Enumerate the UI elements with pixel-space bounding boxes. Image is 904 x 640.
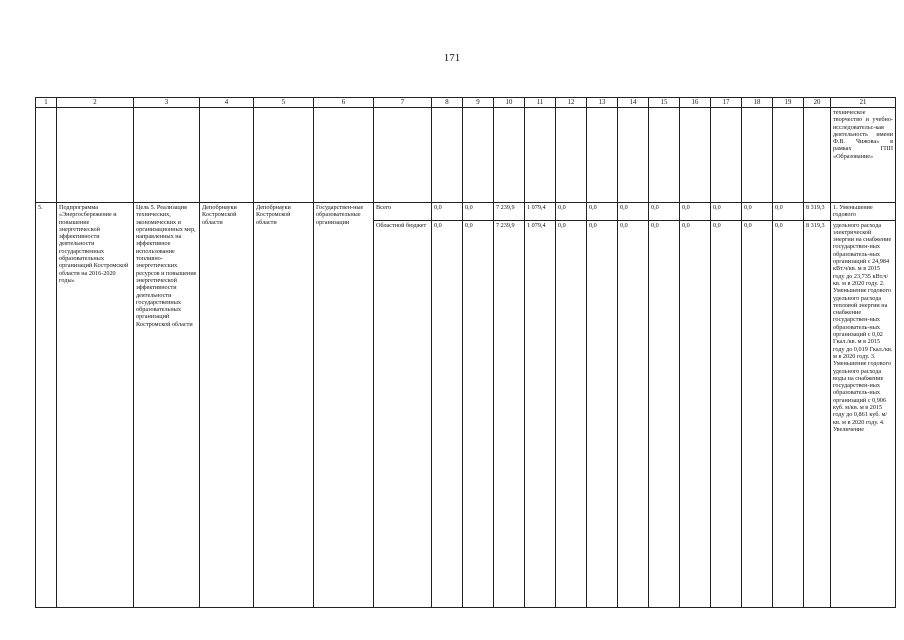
- value-cell: 7 239,9: [494, 220, 525, 607]
- value-cell: 0,0: [618, 203, 649, 221]
- value-cell: 7 239,9: [494, 203, 525, 221]
- value-cell: 8 319,3: [804, 203, 831, 221]
- header-cell: 21: [831, 98, 896, 108]
- header-cell: 11: [525, 98, 556, 108]
- value-cell: 0,0: [742, 220, 773, 607]
- header-cell: 20: [804, 98, 831, 108]
- value-cell: 0,0: [773, 220, 804, 607]
- header-cell: 15: [649, 98, 680, 108]
- table-row: [36, 203, 896, 221]
- value-cell: 0,0: [680, 203, 711, 221]
- value-cell: 0,0: [463, 203, 494, 221]
- value-cell: 8 319,3: [804, 220, 831, 607]
- header-cell: 5: [254, 98, 314, 108]
- value-cell: 0,0: [618, 220, 649, 607]
- value-cell: 0,0: [587, 220, 618, 607]
- value-cell: 0,0: [463, 220, 494, 607]
- value-cell: 0,0: [773, 203, 804, 221]
- header-cell: 8: [432, 98, 463, 108]
- value-cell: 1 079,4: [525, 203, 556, 221]
- value-cell: 0,0: [711, 220, 742, 607]
- header-cell: 14: [618, 98, 649, 108]
- results-text: 1. Уменьшение годового: [831, 203, 896, 221]
- responsible-executor: Депобрнауки Костромской области: [200, 203, 254, 608]
- header-cell: 1: [36, 98, 57, 108]
- value-cell: 0,0: [649, 220, 680, 607]
- header-cell: 17: [711, 98, 742, 108]
- page-number: 171: [443, 52, 461, 64]
- header-cell: 12: [556, 98, 587, 108]
- header-row: [36, 98, 896, 108]
- program-goal: Цель 5. Реализация технических, экономических и организационных мер, направленных на эффективное использование топливно-энергетических ресурсов и повышение энергетической эффективности деятельности государственных образовательных организаций Костромской области: [134, 203, 200, 608]
- program-table: [35, 97, 896, 608]
- continuation-text: техническое творчество и учебно-исследовательс-кая деятельность имени Ф.В. Чижова» в рамках ГПП «Образование»: [831, 108, 896, 203]
- value-cell: 0,0: [711, 203, 742, 221]
- results-text: удельного расхода электрической энергии на снабжение государствен-ных образователь-ных организаций с 24,984 кВт.ч/кв. м в 2015 году до 23,735 кВт.ч/кв. м в 2020 году. 2. Уменьшение годового удельного расхода тепловой энергии на снабжение государствен-ных образователь-ных организаций с 0,02 Гкал./кв. м в 2015 году до 0,019 Гкал./кв. м в 2020 году. 3. Уменьшение годового удельного расхода воды на снабжение государствен-ных образователь-ных организаций с 0,906 куб. м/кв. м в 2015 году до 0,861 куб. м/кв. м в 2020 году. 4. Увеличение: [831, 220, 896, 607]
- header-cell: 10: [494, 98, 525, 108]
- coordinator: Депобрнауки Костромской области: [254, 203, 314, 608]
- source-regional: Областной бюджет: [374, 220, 432, 607]
- row-number: 5.: [36, 203, 57, 608]
- value-cell: 0,0: [649, 203, 680, 221]
- value-cell: 0,0: [556, 220, 587, 607]
- header-cell: 7: [374, 98, 432, 108]
- value-cell: 1 079,4: [525, 220, 556, 607]
- header-cell: 3: [134, 98, 200, 108]
- value-cell: 0,0: [556, 203, 587, 221]
- value-cell: 0,0: [742, 203, 773, 221]
- value-cell: 0,0: [587, 203, 618, 221]
- source-total: Всего: [374, 203, 432, 221]
- header-cell: 2: [57, 98, 134, 108]
- header-cell: 16: [680, 98, 711, 108]
- value-cell: 0,0: [432, 220, 463, 607]
- value-cell: 0,0: [432, 203, 463, 221]
- header-cell: 9: [463, 98, 494, 108]
- continuation-row: [36, 108, 896, 203]
- participants: Государствен-ные образовательные организации: [314, 203, 374, 608]
- header-cell: 19: [773, 98, 804, 108]
- header-cell: 18: [742, 98, 773, 108]
- header-cell: 6: [314, 98, 374, 108]
- program-name: Подпрограмма «Энергосбережение и повышение энергетической эффективности деятельности государственных образовательных организаций Костромской области на 2016-2020 годы»: [57, 203, 134, 608]
- value-cell: 0,0: [680, 220, 711, 607]
- header-cell: 4: [200, 98, 254, 108]
- header-cell: 13: [587, 98, 618, 108]
